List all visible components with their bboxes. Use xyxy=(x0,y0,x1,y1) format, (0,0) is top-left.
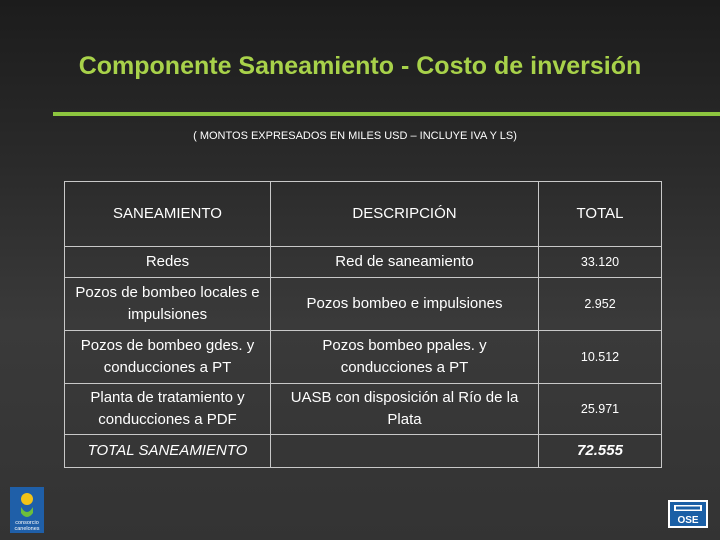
ose-logo-icon xyxy=(668,500,708,528)
header-total: TOTAL xyxy=(539,182,662,247)
consortium-logo-icon xyxy=(10,487,44,533)
cell-descripcion: UASB con disposición al Río de la Plata xyxy=(271,384,539,435)
cell-total: 10.512 xyxy=(539,331,662,384)
table-row xyxy=(65,278,662,331)
grand-total: 72.555 xyxy=(539,435,662,468)
logo-left-line1: consorcio xyxy=(15,520,39,526)
total-label: TOTAL SANEAMIENTO xyxy=(65,435,271,468)
table-header-row xyxy=(65,182,662,247)
cell-descripcion: Pozos bombeo e impulsiones xyxy=(271,278,539,331)
table-row xyxy=(65,247,662,278)
cell-total: 25.971 xyxy=(539,384,662,435)
cell-saneamiento: Redes xyxy=(65,247,271,278)
cell-saneamiento: Pozos de bombeo locales e impulsiones xyxy=(65,278,271,331)
cell-total: 33.120 xyxy=(539,247,662,278)
cell-descripcion: Red de saneamiento xyxy=(271,247,539,278)
total-empty-cell xyxy=(271,435,539,468)
table-row xyxy=(65,384,662,435)
header-descripcion: DESCRIPCIÓN xyxy=(271,182,539,247)
cell-total: 2.952 xyxy=(539,278,662,331)
investment-cost-table xyxy=(64,181,662,468)
logo-right-text: OSE xyxy=(677,515,699,526)
table-total-row xyxy=(65,435,662,468)
cell-saneamiento: Planta de tratamiento y conducciones a PDF xyxy=(65,384,271,435)
cell-descripcion: Pozos bombeo ppales. y conducciones a PT xyxy=(271,331,539,384)
title-underline xyxy=(53,112,720,116)
logo-left-line2: canelones xyxy=(14,526,40,532)
table-row xyxy=(65,331,662,384)
slide-title: Componente Saneamiento - Costo de inversión xyxy=(78,52,642,80)
header-saneamiento: SANEAMIENTO xyxy=(65,182,271,247)
cell-saneamiento: Pozos de bombeo gdes. y conducciones a PT xyxy=(65,331,271,384)
slide-subtitle: ( MONTOS EXPRESADOS EN MILES USD – INCLUYE IVA Y LS) xyxy=(193,130,517,142)
